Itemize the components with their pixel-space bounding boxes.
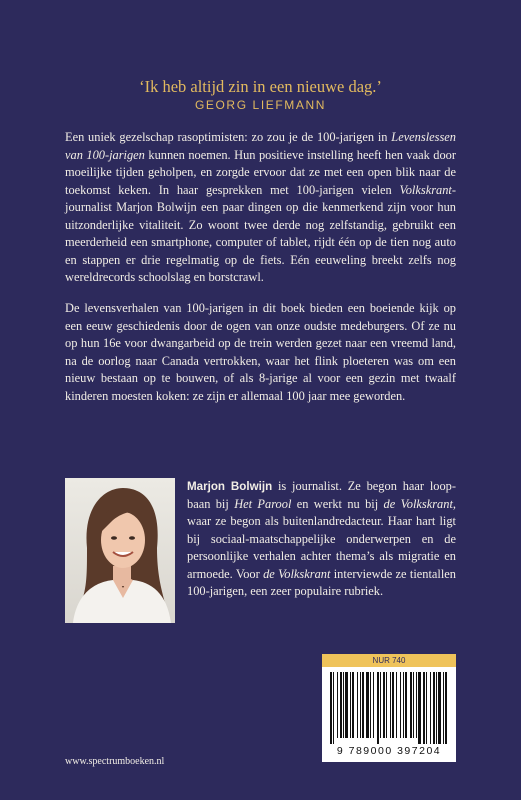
barcode-bar <box>443 672 444 744</box>
newspaper-name-italic: Volkskrant <box>399 182 452 197</box>
barcode-bar <box>333 672 334 744</box>
author-name: Marjon Bolwijn <box>187 480 273 493</box>
barcode-bars <box>328 672 450 744</box>
barcode-bar <box>370 672 371 738</box>
barcode-bar <box>392 672 394 738</box>
bio-italic: Het Parool <box>234 496 292 511</box>
book-title-italic: Levenslessen van 100-jarigen <box>65 130 456 162</box>
barcode-bar <box>380 672 381 738</box>
barcode-bar <box>373 672 374 738</box>
barcode-bar <box>416 672 417 738</box>
barcode-bar <box>445 672 447 744</box>
bio-italic: de Volkskrant <box>383 496 453 511</box>
barcode-bar <box>436 672 437 744</box>
barcode-bar <box>343 672 344 738</box>
barcode-bar <box>366 672 369 738</box>
barcode-bar <box>350 672 351 738</box>
publisher-website: www.spectrumboeken.nl <box>65 756 165 767</box>
barcode-bar <box>340 672 342 738</box>
nur-label: NUR 740 <box>322 654 456 667</box>
isbn-digits: 9 789000 397204 <box>336 745 442 757</box>
barcode-bar <box>430 672 431 744</box>
blurb-text: kunnen noemen. Hun positieve instelling heeft hen vaak door moeilijke tijden geholpen, en zorgde ervoor dat ze met een open blik naar de toekomst keken. In haar gesprekken met 100-jarigen vielen <box>65 147 457 197</box>
author-photo <box>65 478 175 623</box>
barcode-bar <box>410 672 412 738</box>
barcode-bar <box>400 672 401 738</box>
barcode-bar <box>433 672 435 744</box>
barcode-bar <box>396 672 397 738</box>
barcode-bar <box>345 672 348 738</box>
blurb-paragraph-1 <box>65 129 456 287</box>
blurb-paragraph-2: De levensverhalen van 100-jarigen in dit boek bieden een boeiende kijk op een eeuw geschiedenis door de ogen van onze oudste medeburgers. Of ze nu op hun 16e voor dwangarbeid op de trein werden gezet naar een vreemd land, na de oorlog naar Canada vertrokken, waar het flink ploeteren was om een nieuw bestaan op te bouwen, of als 8-jarige al voor een gezin met twaalf kinderen moesten koken: ze zijn er allemaal 100 jaar mee geworden. <box>65 301 456 403</box>
barcode-bar <box>337 672 338 738</box>
bio-text: en werkt nu bij <box>291 496 384 511</box>
barcode-bar <box>383 672 385 738</box>
cover-quote: ‘Ik heb altijd zin in een nieuwe dag.’ <box>139 77 382 96</box>
barcode-bar <box>360 672 361 738</box>
barcode-bar <box>330 672 332 744</box>
barcode-bar <box>438 672 441 744</box>
blurb-text: Een uniek gezelschap rasoptimisten: zo zou je de 100-jarigen in <box>65 130 392 144</box>
barcode-bar <box>390 672 391 738</box>
barcode-bar <box>352 672 354 738</box>
barcode-bar <box>423 672 425 744</box>
quote-author: GEORG LIEFMANN <box>194 98 327 112</box>
barcode-bar <box>405 672 407 738</box>
bio-text: is journalist. Ze begon haar loopbaan bij <box>187 479 456 511</box>
bio-italic: de Volkskrant <box>263 566 331 581</box>
barcode-bar <box>377 672 379 744</box>
barcode-bar <box>426 672 427 744</box>
bio-text: , waar ze begon als buitenlandredacteur. Haar hart ligt bij sociaal-maatschappelijke onderwerpen en de persoonlijke verhalen achter thema’s als migratie en armoede. Voor <box>187 496 456 581</box>
author-bio <box>187 478 456 601</box>
barcode-bar <box>386 672 387 738</box>
barcode-bar <box>362 672 364 738</box>
barcode-bar <box>418 672 421 744</box>
isbn-barcode-box <box>322 654 456 762</box>
barcode-bar <box>403 672 404 738</box>
barcode-bar <box>357 672 358 738</box>
author-portrait-illustration <box>65 478 175 623</box>
bio-text: interviewde ze tientallen 100-jarigen, een zeer populaire rubriek. <box>187 566 456 598</box>
blurb-text: -journalist Marjon Bolwijn een paar dingen op die kenmerkend zijn voor hun uitzonderlijke vitaliteit. Zo woont twee derde nog zelfstandig, gebruikt een meerderheid een smartphone, computer of tablet, rijdt één op de tien nog auto en stappen er drie regelmatig op de fiets. Eén eeuweling breekt zelfs nog wereldrecords schoolslag en borstcrawl. <box>65 182 456 284</box>
barcode-bar <box>413 672 414 738</box>
